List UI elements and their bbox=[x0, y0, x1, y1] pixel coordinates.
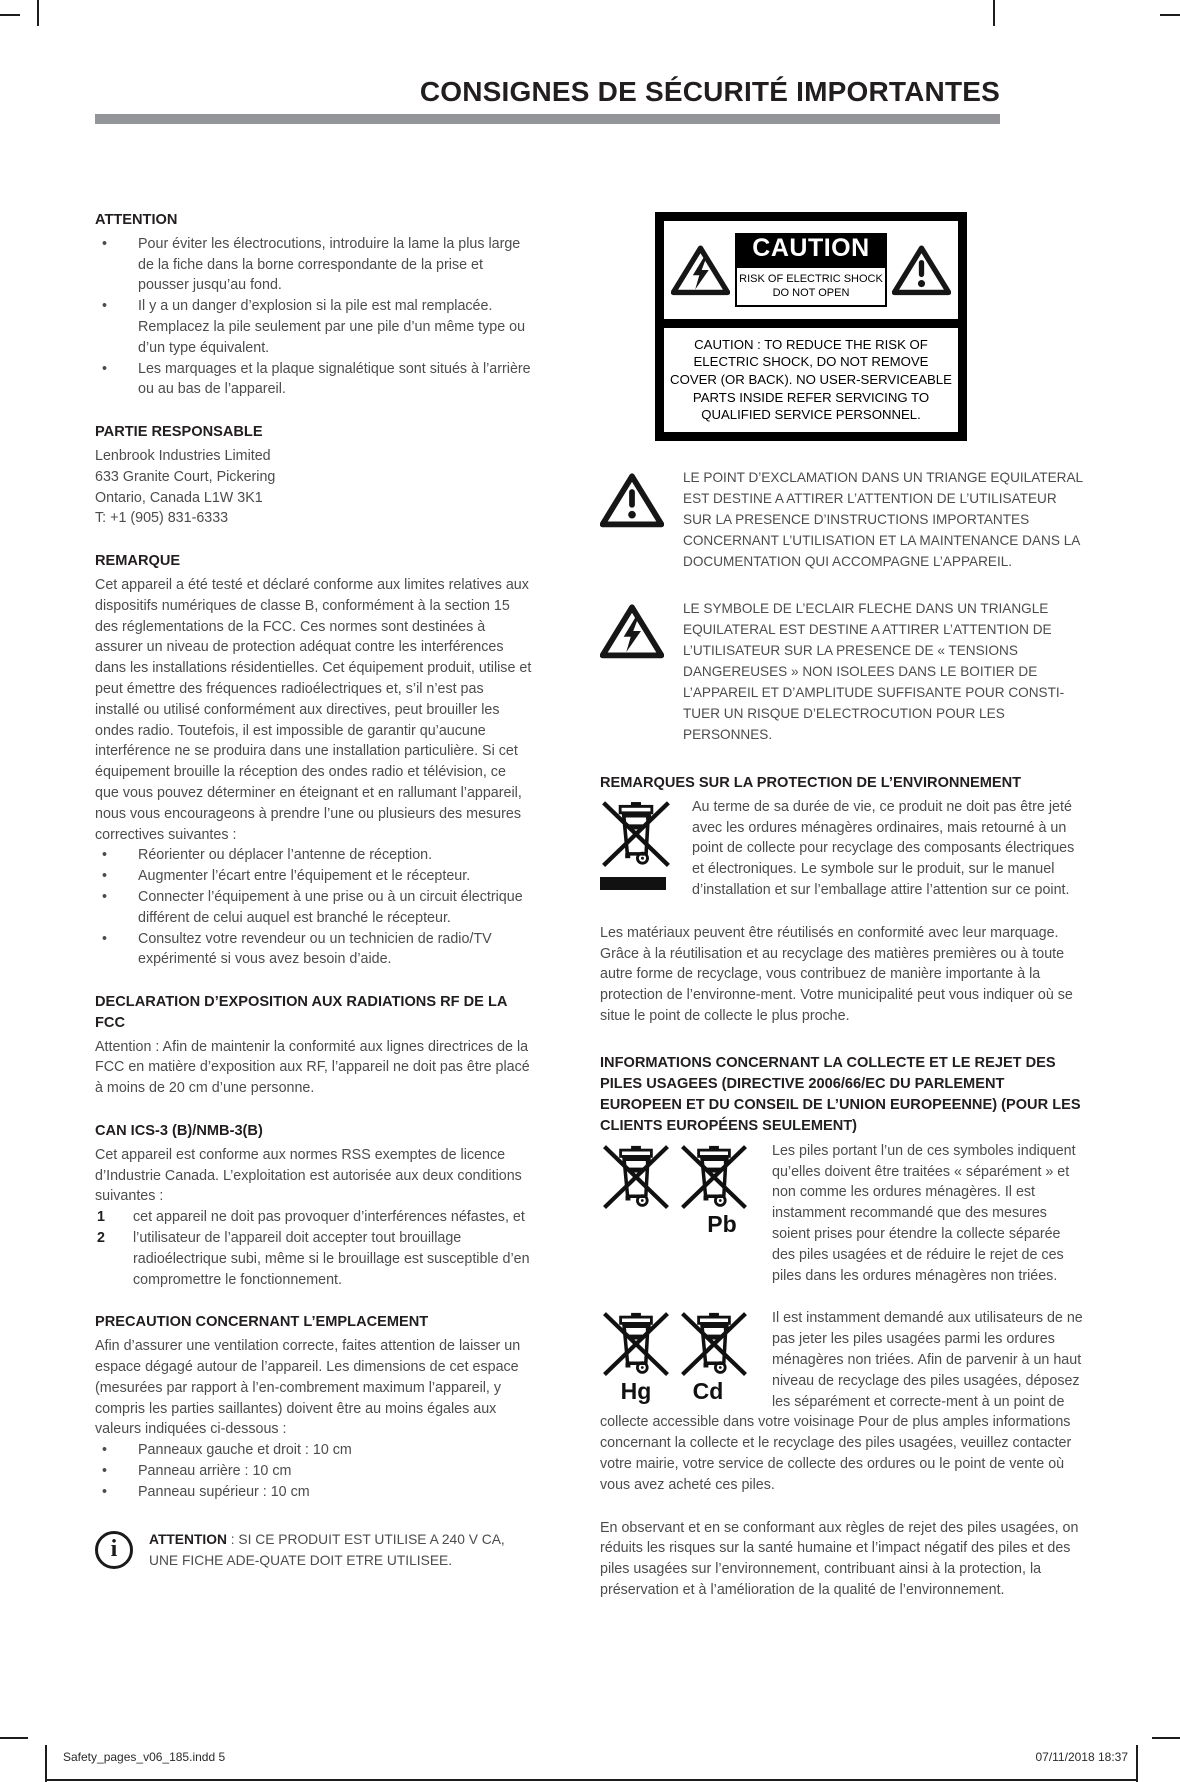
rf-exposure-body: Attention : Afin de maintenir la conformité aux lignes directrices de la FCC en matière d’exposition aux RF, l’appareil ne doit pas être placé à moins de 20 cm d’une personne. bbox=[95, 1038, 530, 1097]
bullet-marker bbox=[95, 887, 138, 929]
title-underline bbox=[95, 114, 1000, 124]
list-item bbox=[95, 845, 532, 866]
placement-body: Afin d’assurer une ventilation correcte, faites attention de laisser un espace dégagé autour de l’appareil. Les dimensions de cet espace (mesurées par rapport à l’en-combrement maximum l’appareil, y compris les parties saillantes) doivent être au moins égales aux valeurs indiquées ci-dessous : bbox=[95, 1338, 521, 1438]
list-item bbox=[95, 359, 532, 401]
bullet-marker bbox=[95, 234, 138, 296]
crop-mark bbox=[1160, 14, 1180, 16]
weee-bin-icon bbox=[600, 797, 678, 901]
bullet-marker bbox=[95, 929, 138, 971]
battery-bin-icon bbox=[600, 1308, 672, 1378]
exclamation-note-row bbox=[600, 467, 1087, 572]
bullet-marker bbox=[95, 1440, 138, 1461]
address-line: 633 Granite Court, Pickering bbox=[95, 468, 276, 485]
exclamation-triangle-icon bbox=[892, 240, 951, 300]
item-number: 2 bbox=[97, 1230, 105, 1247]
bullet-marker bbox=[95, 845, 138, 866]
list-item-text: Il y a un danger d’explosion si la pile est mal remplacée. Remplacez la pile seulement par une pile d’un même type ou d’un type équivalent. bbox=[138, 298, 526, 356]
phone-line: T: +1 (905) 831-6333 bbox=[95, 510, 229, 527]
caution-title: CAUTION bbox=[735, 233, 887, 266]
weee-black-bar bbox=[600, 877, 666, 890]
attention-voltage-note bbox=[95, 1529, 532, 1571]
list-item-text: Les marquages et la plaque signalétique sont situés à l’arrière ou au bas de l’appareil. bbox=[138, 360, 531, 398]
hgcd-labels bbox=[600, 1380, 758, 1403]
section-heading-batteries: INFORMATIONS CONCERNANT LA COLLECTE ET LE REJET DES PILES USAGEES (DIRECTIVE 2006/66/EC DU PARLEMENT EUROPEEN ET DU CONSEIL DE L’UNION EUROPEENNE) (POUR LES CLIENTS EUROPÉENS SEULEMENT) bbox=[600, 1054, 1081, 1134]
can-ics-body: Cet appareil est conforme aux normes RSS exemptes de licence d’Industrie Canada. L’exploitation est autorisée aux deux conditions suivantes : bbox=[95, 1146, 522, 1205]
page-title: CONSIGNES DE SÉCURITÉ IMPORTANTES bbox=[419, 76, 1000, 107]
list-item-text: Pour éviter les électrocutions, introduire la lame la plus large de la fiche dans la borne correspondante de la prise et pousser jusqu’au fond. bbox=[138, 235, 521, 294]
caution-risk-line1: RISK OF ELECTRIC SHOCK bbox=[739, 273, 883, 285]
caution-warning-box bbox=[655, 212, 967, 441]
footer-filename: Safety_pages_v06_185.indd 5 bbox=[63, 1750, 226, 1764]
section-heading-can-ics: CAN ICS-3 (B)/NMB-3(B) bbox=[95, 1123, 263, 1140]
list-item-text: Connecter l’équipement à une prise ou à un circuit électrique différent de celui auquel est branché le récepteur. bbox=[138, 888, 523, 926]
list-item bbox=[95, 887, 532, 929]
bullet-marker bbox=[95, 359, 138, 401]
environment-body: Au terme de sa durée de vie, ce produit ne doit pas être jeté avec les ordures ménagères ordinaires, mais retourné à un point de collecte pour recyclage des composants électriques et électroniques. Le symbole sur le produit, sur le manuel d’installation et sur l’emballage attire l’attention sur ce point. bbox=[692, 798, 1075, 899]
crop-mark bbox=[0, 14, 20, 16]
section-heading-responsible-party: PARTIE RESPONSABLE bbox=[95, 424, 263, 441]
crop-mark bbox=[45, 1745, 47, 1782]
hgcd-batteries-block bbox=[600, 1308, 1087, 1495]
pb-label: Pb bbox=[707, 1210, 737, 1237]
materials-paragraph: Les matériaux peuvent être réutilisés en conformité avec leur marquage. Grâce à la réutilisation et au recyclage des matières premières ou à toute autre forme de recyclage, vous contribuez de manière importante à la protection de l’environne-ment. Votre municipalité peut vous indiquer où se situe le point de collecte le plus proche. bbox=[600, 924, 1073, 1024]
numbered-item-text: cet appareil ne doit pas provoquer d’interférences néfastes, et bbox=[133, 1209, 525, 1226]
list-item-text: Panneaux gauche et droit : 10 cm bbox=[138, 1442, 352, 1459]
section-heading-environment: REMARQUES SUR LA PROTECTION DE L’ENVIRONNEMENT bbox=[600, 775, 1022, 792]
list-item-text: Consultez votre revendeur ou un technicien de radio/TV expérimenté si vous avez besoin d’aide. bbox=[138, 930, 492, 968]
hg-label: Hg bbox=[620, 1378, 652, 1405]
right-column bbox=[600, 212, 1087, 1601]
cd-label: Cd bbox=[692, 1378, 724, 1405]
numbered-item-text: l’utilisateur de l’appareil doit accepter tout brouillage radioélectrique subi, même si le brouillage est susceptible d’en compromettre le fonctionnement. bbox=[133, 1230, 530, 1288]
lightning-triangle-icon bbox=[600, 598, 666, 745]
lightning-note-row bbox=[600, 598, 1087, 745]
attention-note-body: : SI CE PRODUIT EST UTILISE A 240 V CA, UNE FICHE ADE-QUATE DOIT ETRE UTILISEE. bbox=[149, 1531, 505, 1568]
bullet-marker bbox=[95, 866, 138, 887]
attention-note-text bbox=[149, 1529, 532, 1571]
list-item-text: Panneau supérieur : 10 cm bbox=[138, 1483, 310, 1500]
list-item bbox=[95, 1461, 532, 1482]
list-item bbox=[95, 866, 532, 887]
numbered-item bbox=[95, 1207, 532, 1228]
bullet-marker bbox=[95, 296, 138, 358]
section-heading-rf-exposure: DECLARATION D’EXPOSITION AUX RADIATIONS RF DE LA FCC bbox=[95, 994, 507, 1031]
bullet-marker bbox=[95, 1482, 138, 1503]
list-item bbox=[95, 234, 532, 296]
left-column bbox=[95, 210, 532, 1571]
list-item bbox=[95, 1482, 532, 1503]
remarque-body: Cet appareil a été testé et déclaré conforme aux limites relatives aux dispositifs numériques de classe B, conformément à la section 15 des réglementations de la FCC. Ces normes sont destinées à assurer un niveau de protection adéquat contre les interférences dans les installations résidentielles. Cet équipement produit, utilise et peut émettre des fréquences radioélectriques et, s’il n’est pas installé ou utilisé conformément aux directives, peut brouiller les ondes radio. Toutefois, il est impossible de garantir qu’aucune interférence ne se produira dans une installation particulière. Si cet équipement brouille la réception des ondes radio et télévision, ce que vous pouvez déterminer en éteignant et en rallumant l’appareil, nous vous encourageons à prendre l’une ou plusieurs des mesures correctives suivantes : bbox=[95, 576, 532, 843]
caution-body-text: CAUTION : TO REDUCE THE RISK OF ELECTRIC SHOCK, DO NOT REMOVE COVER (OR BACK). NO USER-SERVICEABLE PARTS INSIDE REFER SERVICING TO QUALIFIED SERVICE PERSONNEL. bbox=[664, 328, 958, 432]
section-heading-placement: PRECAUTION CONCERNANT L’EMPLACEMENT bbox=[95, 1314, 429, 1331]
section-heading-remarque: REMARQUE bbox=[95, 553, 181, 570]
pb-batteries-row bbox=[600, 1141, 1087, 1287]
item-number: 1 bbox=[97, 1209, 105, 1226]
list-item-text: Réorienter ou déplacer l’antenne de réception. bbox=[138, 847, 433, 864]
list-item bbox=[95, 1440, 532, 1461]
lightning-note-text: LE SYMBOLE DE L’ECLAIR FLECHE DANS UN TRIANGLE EQUILATERAL EST DESTINE A ATTIRER L’ATTENTION DE L’UTILISATEUR SUR LA PRESENCE DE « TENSIONS DANGEREUSES » NON ISOLEES DANS LE BOITIER DE L’APPAREIL ET D’AMPLITUDE SUFFISANTE POUR CONSTI-TUER UN RISQUE D’ELECTROCUTION POUR LES PERSONNES. bbox=[683, 601, 1065, 743]
address-line: Lenbrook Industries Limited bbox=[95, 447, 271, 464]
battery-bin-icons-hgcd bbox=[600, 1308, 758, 1403]
environment-row bbox=[600, 797, 1087, 901]
list-item-text: Augmenter l’écart entre l’équipement et le récepteur. bbox=[138, 868, 471, 885]
bullet-marker bbox=[95, 1461, 138, 1482]
exclamation-triangle-icon bbox=[600, 467, 666, 572]
caution-symbols-panel bbox=[664, 221, 958, 319]
pb-batteries-text: Les piles portant l’un de ces symboles indiquent qu’elles doivent être traitées « séparément » et non comme les ordures ménagères. Il est instamment recommandé que des mesures soient prises pour étendre la collecte séparée des piles usagées et de réduire le rejet de ces piles dans les ordures ménagères non triées. bbox=[772, 1142, 1076, 1284]
address-line: Ontario, Canada L1W 3K1 bbox=[95, 489, 263, 506]
battery-bin-icon bbox=[600, 1141, 672, 1211]
crop-mark bbox=[37, 0, 39, 26]
attention-note-label: ATTENTION bbox=[149, 1531, 227, 1547]
hgcd-batteries-text: Il est instamment demandé aux utilisateurs de ne pas jeter les piles usagées parmi les ordures ménagères non triées. Afin de parvenir à un haut niveau de recyclage des piles usagées, déposez les séparément et correcte-ment à un point de collecte accessible dans votre voisinage Pour de plus amples informations concernant la collecte et le recyclage des piles usagées, veuillez contacter votre mairie, votre service de collecte des ordures ou le point de vente où vous avez acheté ces piles. bbox=[600, 1310, 1083, 1493]
caution-label-block bbox=[735, 233, 887, 307]
crop-mark bbox=[0, 1737, 28, 1739]
batteries-closing-paragraph: En observant et en se conformant aux règles de rejet des piles usagées, on réduits les risques sur la santé humaine et l’impact négatif des piles et des piles usagées sur l’environnement, contribuant ainsi à la protection, la préservation et à l’amélioration de la qualité de l’environnement. bbox=[600, 1519, 1079, 1598]
exclamation-note-text: LE POINT D’EXCLAMATION DANS UN TRIANGE EQUILATERAL EST DESTINE A ATTIRER L’ATTENTION DE L’UTILISATEUR SUR LA PRESENCE D’INSTRUCTIONS IMPORTANTES CONCERNANT L’UTILISATION ET LA MAINTENANCE DANS LA DOCUMENTATION QUI ACCOMPAGNE L’APPAREIL. bbox=[683, 470, 1083, 570]
section-heading-attention: ATTENTION bbox=[95, 212, 178, 228]
battery-bin-icon bbox=[678, 1308, 750, 1378]
lightning-triangle-icon bbox=[671, 240, 730, 300]
battery-bin-icons-pb bbox=[600, 1141, 758, 1287]
footer-datetime: 07/11/2018 18:37 bbox=[1035, 1750, 1128, 1764]
info-icon: i bbox=[95, 1531, 133, 1569]
list-item-text: Panneau arrière : 10 cm bbox=[138, 1463, 292, 1480]
list-item bbox=[95, 296, 532, 358]
caution-risk-text bbox=[735, 266, 887, 307]
crop-mark bbox=[1136, 1745, 1138, 1782]
crop-mark bbox=[1152, 1737, 1180, 1739]
numbered-item bbox=[95, 1228, 532, 1290]
battery-bin-icon bbox=[678, 1141, 750, 1211]
caution-risk-line2: DO NOT OPEN bbox=[772, 287, 850, 300]
crop-mark bbox=[993, 0, 995, 26]
page-bottom-edge bbox=[45, 1779, 1138, 1781]
list-item bbox=[95, 929, 532, 971]
